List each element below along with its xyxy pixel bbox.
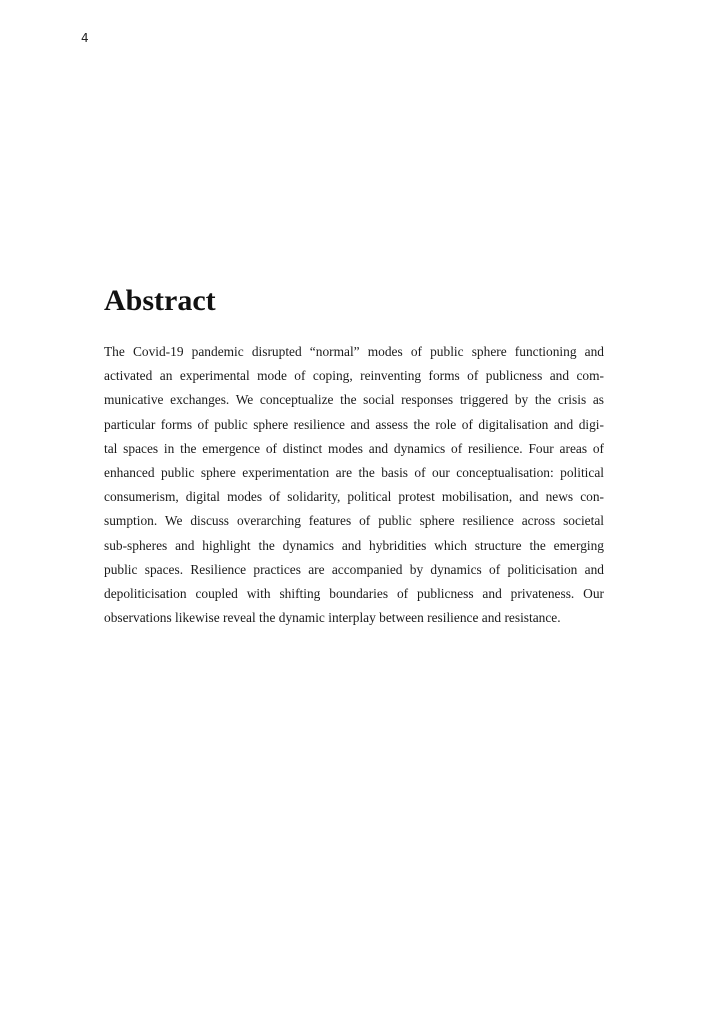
abstract-line: sumption. We discuss overarching features of public sphere resilience across societal — [104, 513, 604, 529]
abstract-line: consumerism, digital modes of solidarity, political protest mobilisation, and news con- — [104, 489, 604, 505]
abstract-line: particular forms of public sphere resilience and assess the role of digitalisation and digi- — [104, 416, 604, 432]
abstract-line: municative exchanges. We conceptualize the social responses triggered by the crisis as — [104, 392, 604, 408]
abstract-line: sub-spheres and highlight the dynamics and hybridities which structure the emerging — [104, 537, 604, 553]
abstract-line: enhanced public sphere experimentation are the basis of our conceptualisation: political — [104, 464, 604, 480]
abstract-line: The Covid-19 pandemic disrupted “normal” modes of public sphere functioning and — [104, 344, 604, 359]
abstract-heading: Abstract — [104, 284, 216, 317]
abstract-line: public spaces. Resilience practices are accompanied by dynamics of politicisation and — [104, 561, 604, 577]
page-number: 4 — [81, 31, 89, 45]
abstract-section — [104, 281, 604, 630]
abstract-line: tal spaces in the emergence of distinct modes and dynamics of resilience. Four areas of — [104, 440, 604, 456]
abstract-body — [104, 340, 604, 630]
abstract-line: observations likewise reveal the dynamic interplay between resilience and resistance. — [104, 610, 561, 626]
abstract-line: activated an experimental mode of coping, reinventing forms of publicness and com- — [104, 368, 604, 384]
abstract-line: depoliticisation coupled with shifting boundaries of publicness and privateness. Our — [104, 585, 604, 601]
